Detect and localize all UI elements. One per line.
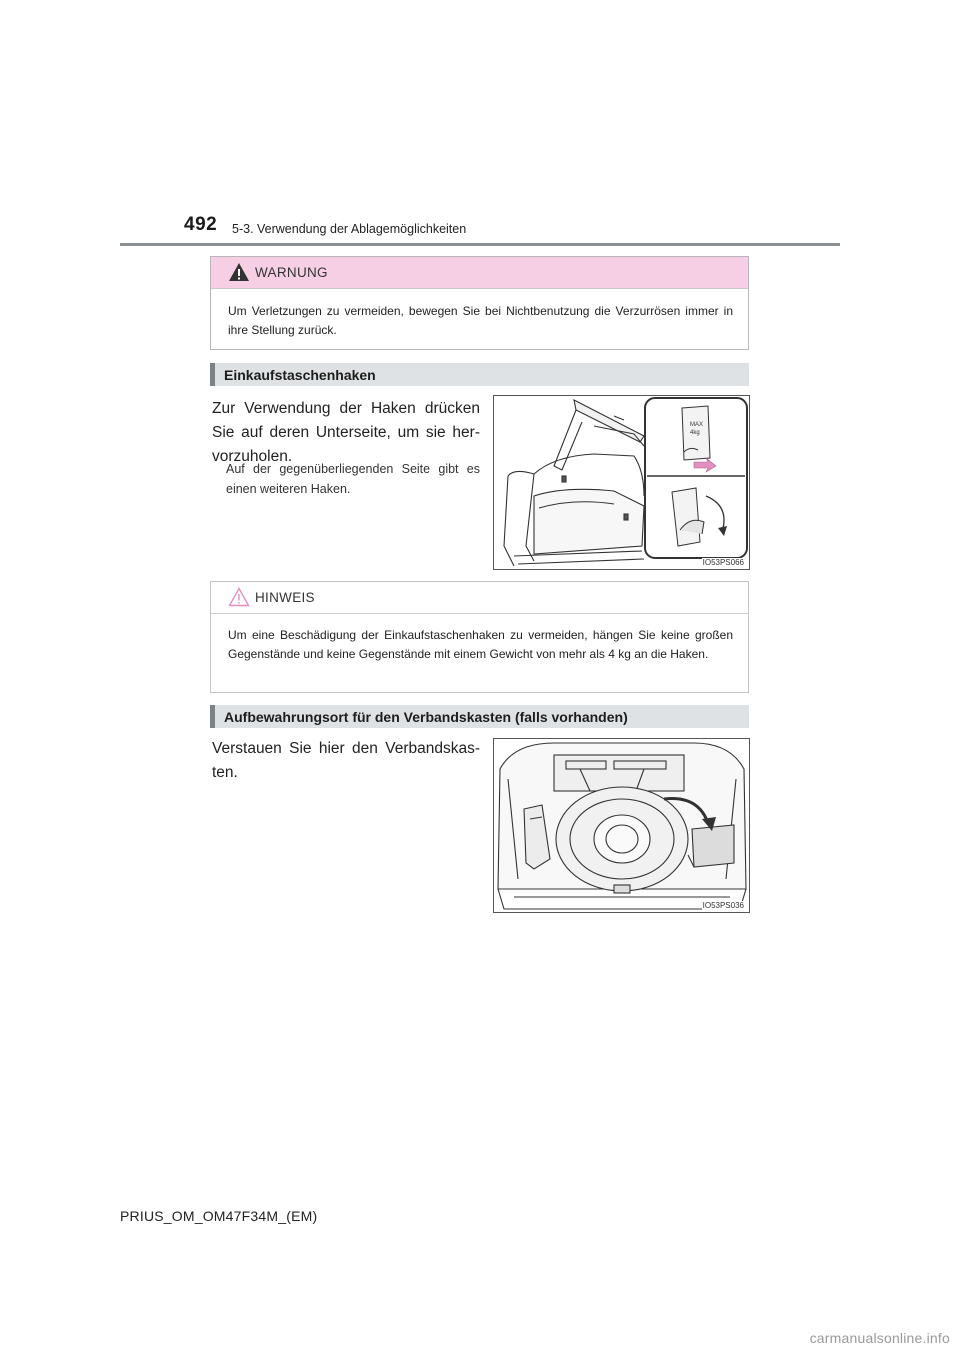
warning-header — [211, 257, 748, 289]
spare-wheel-drawing — [494, 739, 749, 912]
section-heading-label: Aufbewahrungsort für den Verbandskasten (falls vorhanden) — [224, 709, 628, 725]
document-code: PRIUS_OM_OM47F34M_(EM) — [120, 1208, 318, 1224]
section-heading-first-aid-kit — [210, 705, 749, 728]
hook-note: Auf der gegenüberliegenden Seite gibt es einen weiteren Haken. — [226, 462, 480, 496]
figure-code: IO53PS036 — [702, 901, 744, 910]
section-heading-shopping-hooks — [210, 363, 749, 386]
section-heading-label: Einkaufstaschenhaken — [224, 367, 376, 383]
hook-label-max: MAX — [690, 422, 704, 428]
warning-box — [210, 256, 749, 350]
header-rule — [120, 243, 840, 246]
heading-bar — [210, 705, 215, 728]
trunk-hook-drawing — [494, 396, 749, 569]
first-aid-instructions: Verstauen Sie hier den Verbandskas-ten. — [212, 740, 480, 781]
section-title: 5-3. Verwendung der Ablagemöglichkeiten — [232, 222, 467, 236]
note-header — [211, 582, 748, 614]
warning-title: WARNUNG — [255, 265, 328, 280]
page-number: 492 — [184, 214, 218, 235]
note-title: HINWEIS — [255, 590, 315, 605]
warning-text: Um Verletzungen zu vermeiden, bewegen Sie bei Nichtbenutzung die Verzurrösen immer in ihre Stellung zurück. — [228, 304, 733, 337]
warning-triangle-icon — [228, 262, 250, 282]
note-text: Um eine Beschädigung der Einkaufstaschenhaken zu vermeiden, hängen Sie keine großen Gegenstände und keine Gegenstände mit einem Gewicht von mehr als 4 kg an die Haken. — [228, 628, 733, 661]
hook-illustration — [493, 395, 750, 570]
heading-bar — [210, 363, 215, 386]
first-aid-kit-illustration — [493, 738, 750, 913]
note-box — [210, 581, 749, 693]
hook-label-weight: 4kg — [690, 430, 700, 436]
hook-instructions: Zur Verwendung der Haken drücken Sie auf deren Unterseite, um sie her-vorzuholen. — [212, 400, 480, 465]
figure-code: IO53PS066 — [702, 558, 744, 567]
watermark: carmanualsonline.info — [809, 1330, 950, 1346]
caution-triangle-icon — [228, 587, 250, 607]
